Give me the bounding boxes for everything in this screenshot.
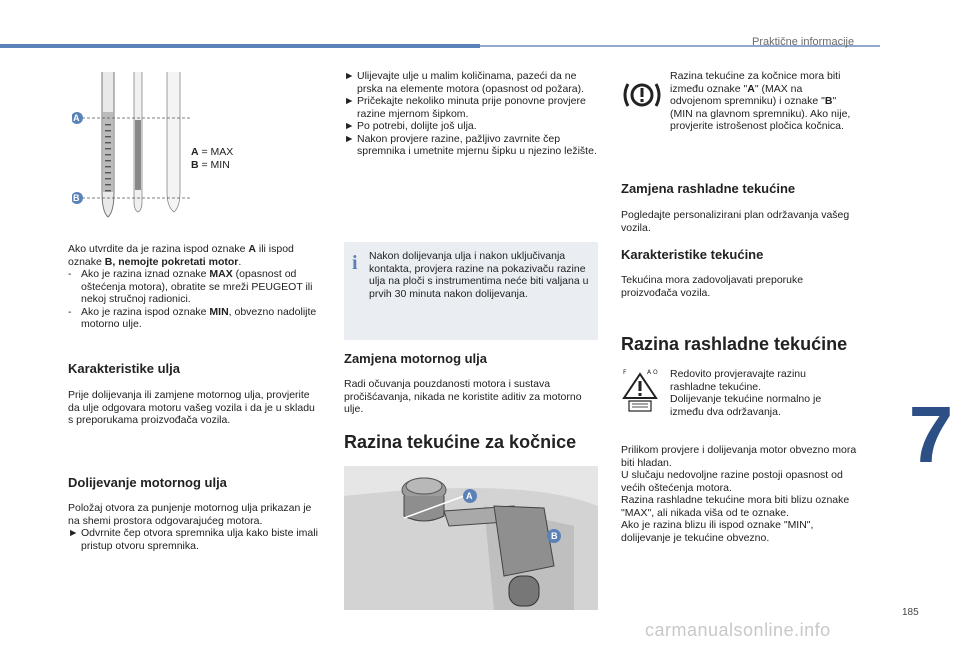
arrow-bullet-icon: ► bbox=[344, 70, 355, 82]
header-bar bbox=[0, 44, 480, 48]
list-item: ► Nakon provjere razine, pažljivo zavrnite čep spremnika i umetnite mjernu šipku u njezino ležište. bbox=[344, 132, 597, 157]
heading-brake-fluid: Razina tekućine za kočnice bbox=[344, 432, 577, 452]
list-item: ► Po potrebi, dolijte još ulja. bbox=[344, 120, 477, 132]
heading-oil-change: Zamjena motornog ulja bbox=[344, 351, 488, 366]
section-title: Praktične informacije bbox=[752, 36, 855, 48]
brake-level-text: Razina tekućine za kočnice mora biti između oznake "A" (MAX na odvojenom spremniku) i oznake "B" (MIN na glavnom spremniku). Ako nije, provjerite istrošenost pločica kočnica. bbox=[670, 70, 851, 132]
info-icon: i bbox=[352, 252, 358, 274]
heading-brake-fluid-change: Zamjena rashladne tekućine bbox=[621, 181, 796, 196]
heading-fluid-characteristics: Karakteristike tekućine bbox=[621, 247, 764, 262]
oil-characteristics-text: Prije dolijevanja ili zamjene motornog ulja, provjerite da ulje odgovara motoru vašeg vozila i da je u skladu s preporukama proizvođača vozila. bbox=[68, 389, 315, 426]
heading-oil-topup: Dolijevanje motornog ulja bbox=[68, 475, 227, 490]
svg-text:F: F bbox=[623, 369, 627, 376]
svg-text:A: A bbox=[647, 369, 652, 376]
oil-change-text: Radi očuvanja pouzdanosti motora i sustava pročišćavanja, nikada ne koristite aditiv za motorno ulje. bbox=[344, 378, 582, 415]
oil-topup-text: Položaj otvora za punjenje motornog ulja prikazan je na shemi prostora odgovarajućeg motora. ► Odvrnite čep otvora spremnika ulja kako biste imali pristup otvoru spremnika. bbox=[68, 502, 318, 552]
brake-warning-icon bbox=[622, 78, 662, 112]
info-box: i Nakon dolijevanja ulja i nakon uključivanja kontakta, provjera razine na pokazivaču razine ulja na ploči s instrumentima neće biti valjana u prvih 30 minuta nakon dolijevanja. bbox=[344, 242, 598, 340]
list-item: ► Ulijevajte ulje u malim količinama, pazeći da ne prska na elemente motora (opasnost od požara). bbox=[344, 70, 585, 95]
arrow-bullet-icon: ► bbox=[344, 95, 355, 107]
watermark: carmanualsonline.info bbox=[645, 620, 831, 640]
list-item: - Ako je razina iznad oznake MAX (opasnost od oštećenja motora), obratite se mreži PEUGEOT ili nekoj stručnoj radionici. bbox=[68, 268, 313, 305]
svg-text:O: O bbox=[653, 369, 658, 376]
coolant-intro: Redovito provjeravajte razinu rashladne tekućine. Dolijevanje tekućine normalno je između dva održavanja. bbox=[670, 368, 822, 418]
dipstick-legend: A = MAX B = MIN bbox=[191, 146, 234, 171]
list-item: ► Pričekajte nekoliko minuta prije ponovne provjere razine mjernom šipkom. bbox=[344, 95, 586, 120]
fluid-characteristics-text: Tekućina mora zadovoljavati preporuke proizvođača vozila. bbox=[621, 274, 804, 299]
page-number: 185 bbox=[902, 607, 919, 618]
arrow-bullet-icon: ► bbox=[344, 132, 355, 145]
arrow-bullet-icon: ► bbox=[344, 120, 355, 132]
brake-fluid-change-text: Pogledajte personalizirani plan održavanja vašeg vozila. bbox=[621, 209, 850, 234]
oil-topup-steps bbox=[344, 70, 600, 158]
coolant-details: Prilikom provjere i dolijevanja motor obvezno mora biti hladan. U slučaju nedovoljne razine postoji opasnost od većih oštećenja motora. Razina rashladne tekućine mora biti blizu oznake "MAX", ali nikada viša od te oznake. Ako je razina blizu ili ispod oznake "MIN", dolijevanje je tekućine obvezno. bbox=[621, 444, 857, 544]
heading-oil-characteristics: Karakteristike ulja bbox=[68, 361, 181, 376]
list-item: ► Odvrnite čep otvora spremnika ulja kako biste imali pristup otvoru spremnika. bbox=[68, 527, 318, 552]
brake-reservoir-illustration bbox=[344, 466, 598, 610]
dipstick-label-b: B bbox=[73, 193, 80, 203]
list-item: - Ako je razina ispod oznake MIN, obvezno nadolijte motorno ulje. bbox=[68, 305, 317, 330]
arrow-bullet-icon: ► bbox=[68, 527, 79, 539]
oil-level-warning: Ako utvrdite da je razina ispod oznake A ili ispod oznake B, nemojte pokretati motor. - Ako je razina iznad oznake MAX (opasnost od oštećenja motora), obratite se mreži PEUGEOT ili nekoj stručnoj radionici. - Ako je razina ispod oznake MIN, obvezno nadolijte motorno ulje. bbox=[68, 243, 320, 331]
dipstick-illustration bbox=[72, 72, 192, 232]
dipstick-label-a: A bbox=[73, 113, 80, 123]
brake-label-b: B bbox=[551, 531, 558, 541]
heading-coolant-level: Razina rashladne tekućine bbox=[621, 334, 848, 354]
chapter-number: 7 bbox=[908, 390, 954, 479]
brake-label-a: A bbox=[466, 491, 473, 501]
coolant-warning-icon bbox=[620, 368, 660, 412]
